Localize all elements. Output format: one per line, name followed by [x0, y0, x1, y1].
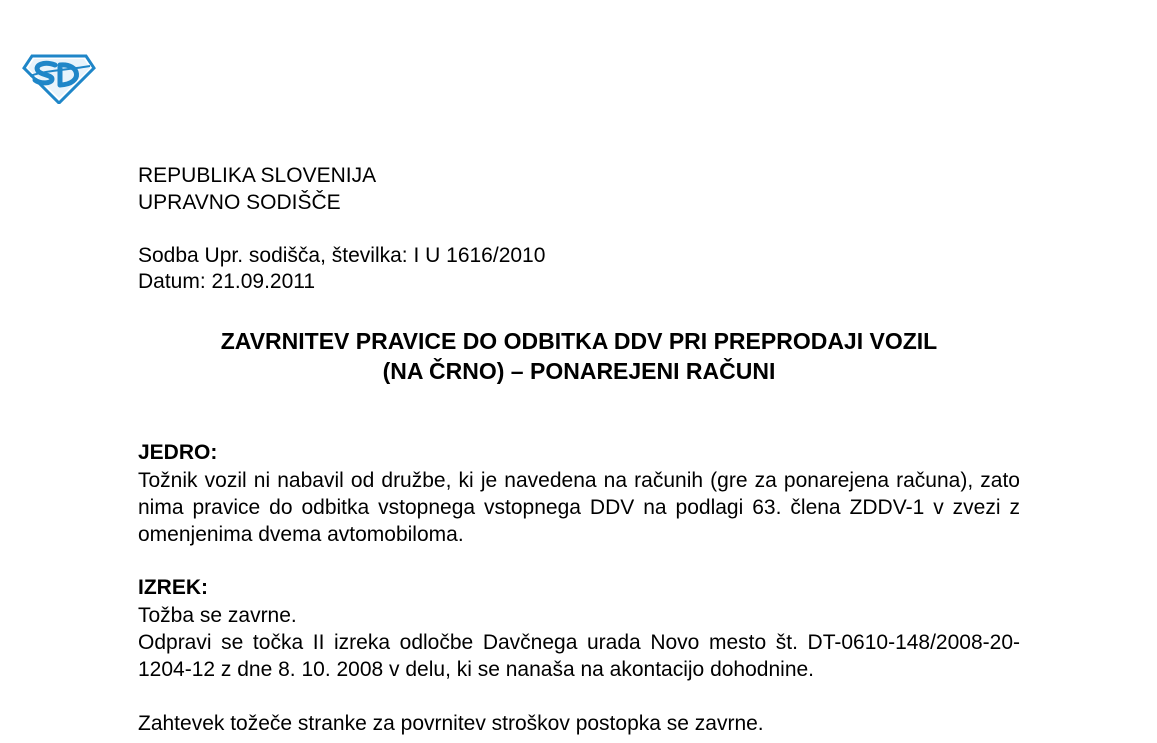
jedro-heading: JEDRO:	[138, 441, 218, 464]
izrek-line-3: Zahtevek tožeče stranke za povrnitev stroškov postopka se zavrne.	[138, 712, 764, 735]
court-logo	[22, 48, 96, 104]
title-line-1: ZAVRNITEV PRAVICE DO ODBITKA DDV PRI PREPRODAJI VOZIL	[220, 328, 938, 354]
title-line-2: (NA ČRNO) – PONAREJENI RAČUNI	[382, 358, 776, 384]
izrek-line-1: Tožba se zavrne.	[138, 604, 297, 627]
court-name-line: UPRAVNO SODIŠČE	[138, 190, 341, 214]
header-spacer	[138, 216, 1020, 243]
document-header	[138, 163, 1020, 296]
republic-line: REPUBLIKA SLOVENIJA	[138, 164, 377, 187]
izrek-paragraph: Odpravi se točka II izreka odločbe Davčnega urada Novo mesto št. DT-0610-148/2008-20-1204-12 z dne 8. 10. 2008 v delu, ki se nanaša na akontacijo dohodnine.	[138, 631, 1020, 681]
izrek-heading: IZREK:	[138, 576, 208, 599]
case-number-line: Sodba Upr. sodišča, številka: I U 1616/2010	[138, 243, 546, 267]
date-line: Datum: 21.09.2011	[138, 270, 316, 293]
jedro-text: Tožnik vozil ni nabavil od družbe, ki je navedena na računih (gre za ponarejena računa), zato nima pravice do odbitka vstopnega vstopnega DDV na podlagi 63. člena ZDDV-1 v zvezi z omenjenima dvema avtomobiloma.	[138, 469, 1020, 546]
document-title	[138, 326, 1020, 386]
